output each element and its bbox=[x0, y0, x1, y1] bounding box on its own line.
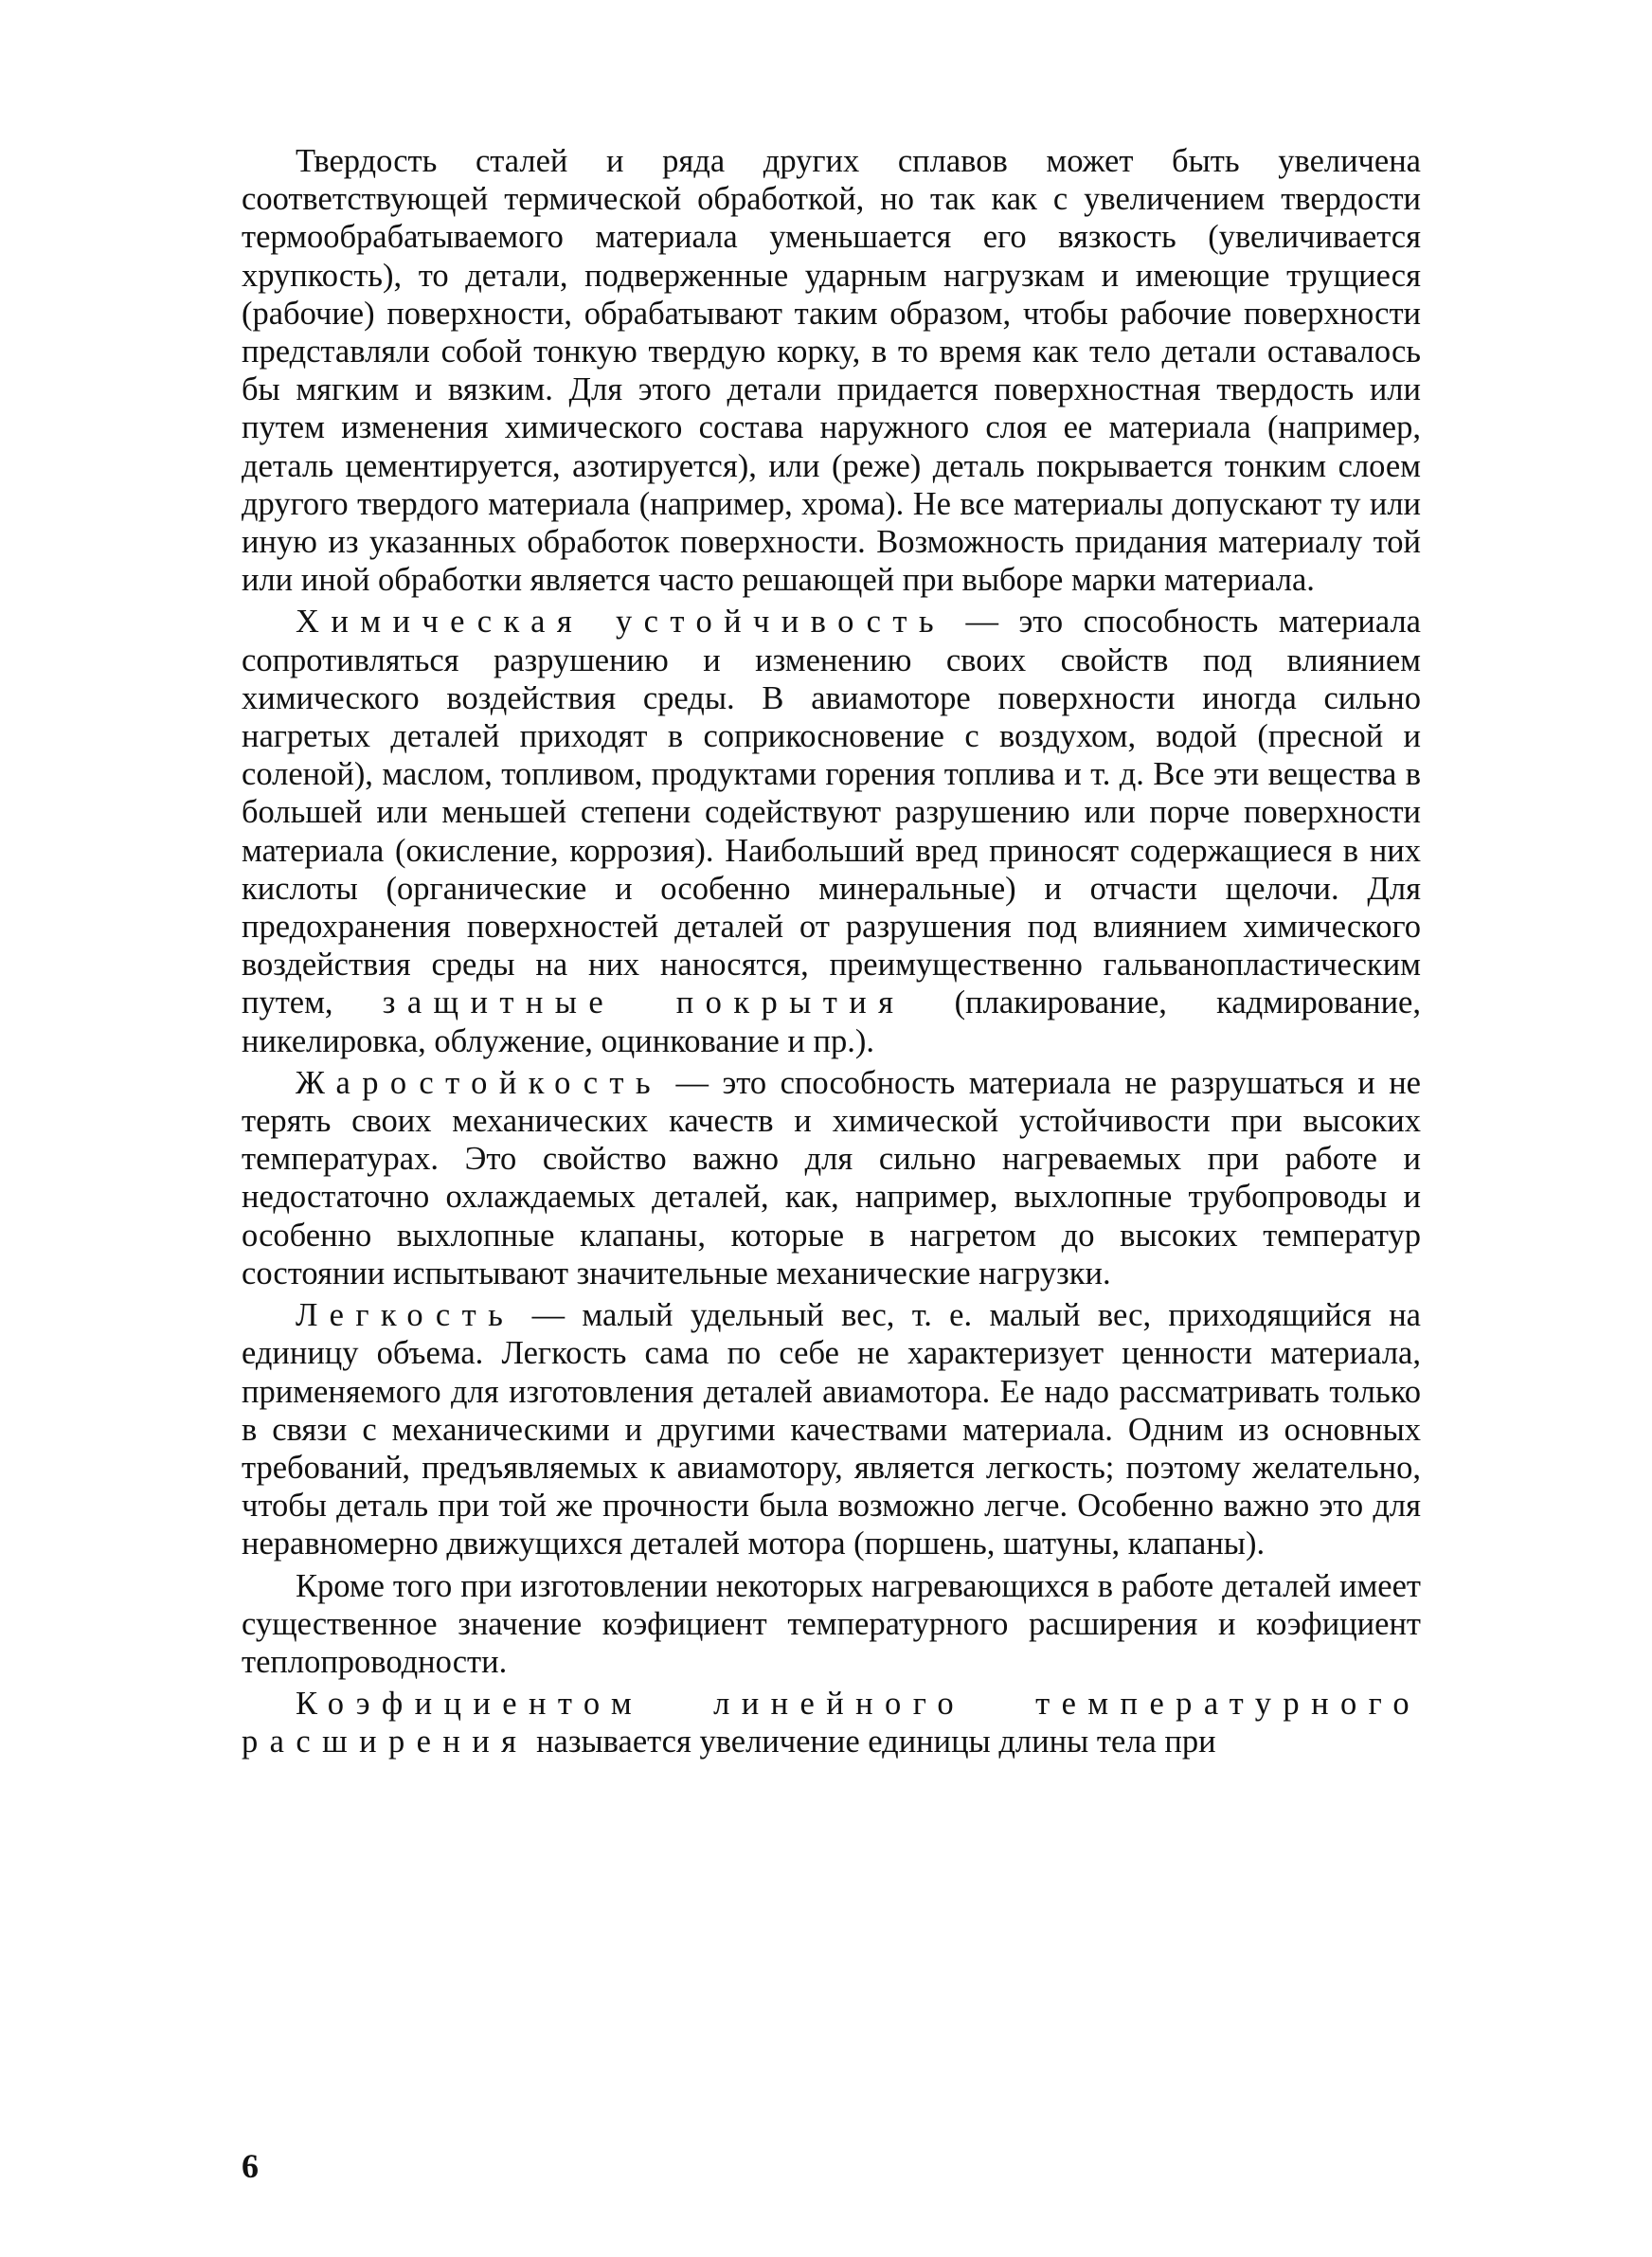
paragraph-text-continued: (плакирование, кадмирование, никелировка, облужение, оцинкование и пр.). bbox=[242, 984, 1421, 1059]
page-number: 6 bbox=[242, 2147, 259, 2185]
term-protective-coatings: защитные покрытия bbox=[382, 984, 906, 1021]
paragraph-expansion-intro bbox=[242, 1567, 1421, 1682]
paragraph-linear-expansion bbox=[242, 1685, 1421, 1760]
paragraph-hardness bbox=[242, 142, 1421, 599]
paragraph-text: называется увеличение единицы длины тела при bbox=[528, 1724, 1216, 1760]
term-linear-expansion: Коэфициентом линейного температурного расширения bbox=[242, 1686, 1421, 1760]
paragraph-text: — малый удельный вес, т. е. малый вес, приходящийся на единицу объема. Легкость сама по себе не характеризует ценности материала, применяемого для изготовления деталей авиамотора. Ее надо рассматривать только в связи с механическими и другими качествами материала. Одним из основных требований, предъявляемых к авиамотору, является легкость; поэтому желательно, чтобы деталь при той же прочности была возможно легче. Особенно важно это для неравномерно движущихся деталей мотора (поршень, шатуны, клапаны). bbox=[242, 1297, 1421, 1562]
paragraph-lightness bbox=[242, 1296, 1421, 1562]
paragraph-text: — это способность материала не разрушаться и не терять своих механических качеств и химической устойчивости при высоких температурах. Это свойство важно для сильно нагреваемых при работе и недостаточно охлаждаемых деталей, как, например, выхлопные трубопроводы и особенно выхлопные клапаны, которые в нагретом до высоких температур состоянии испытывают значительные механические нагрузки. bbox=[242, 1064, 1421, 1291]
term-lightness: Легкость bbox=[296, 1297, 515, 1334]
paragraph-text: — это способность материала сопротивляться разрушению и изменению своих свойств под влиянием химического воздействия среды. В авиамоторе поверхности иногда сильно нагретых деталей приходят в соприкосновение с воздухом, водой (пресной и соленой), маслом, топливом, продуктами горения топлива и т. д. Все эти вещества в большей или меньшей степени содействуют разрушению или порче поверхности материала (окисление, коррозия). Наибольший вред приносят содержащиеся в них кислоты (органические и особенно минеральные) и отчасти щелочи. Для предохранения поверхностей деталей от разрушения под влиянием химического воздействия среды на них наносятся, преимущественно гальванопластическим путем, bbox=[242, 604, 1421, 1021]
paragraph-chemical-resistance bbox=[242, 603, 1421, 1059]
body-text bbox=[242, 142, 1421, 1761]
paragraph-text: Твердость сталей и ряда других сплавов может быть увеличена соответствующей термической обработкой, но так как с увеличением твердости термообрабатываемого материала уменьшается его вязкость (увеличивается хрупкость), то детали, подверженные ударным нагрузкам и имеющие трущиеся (рабочие) поверхности, обрабатывают таким образом, чтобы рабочие поверхности представляли собой тонкую твердую корку, в то время как тело детали оставалось бы мягким и вязким. Для этого детали придается поверхностная твердость или путем изменения химического состава наружного слоя ее материала (например, деталь цементируется, азотируется), или (реже) деталь покрывается тонким слоем другого твердого материала (например, хрома). Не все материалы допускают ту или иную из указанных обработок поверхности. Возможность придания материалу той или иной обработки является часто решающей при выборе марки материала. bbox=[242, 143, 1421, 599]
term-chemical-resistance: Химическая устойчивость bbox=[296, 604, 946, 641]
term-heat-resistance: Жаростойкость bbox=[296, 1064, 663, 1101]
paragraph-text: Кроме того при изготовлении некоторых нагревающихся в работе деталей имеет существенное значение коэфициент температурного расширения и коэфициент теплопроводности. bbox=[242, 1567, 1421, 1680]
paragraph-heat-resistance bbox=[242, 1064, 1421, 1292]
